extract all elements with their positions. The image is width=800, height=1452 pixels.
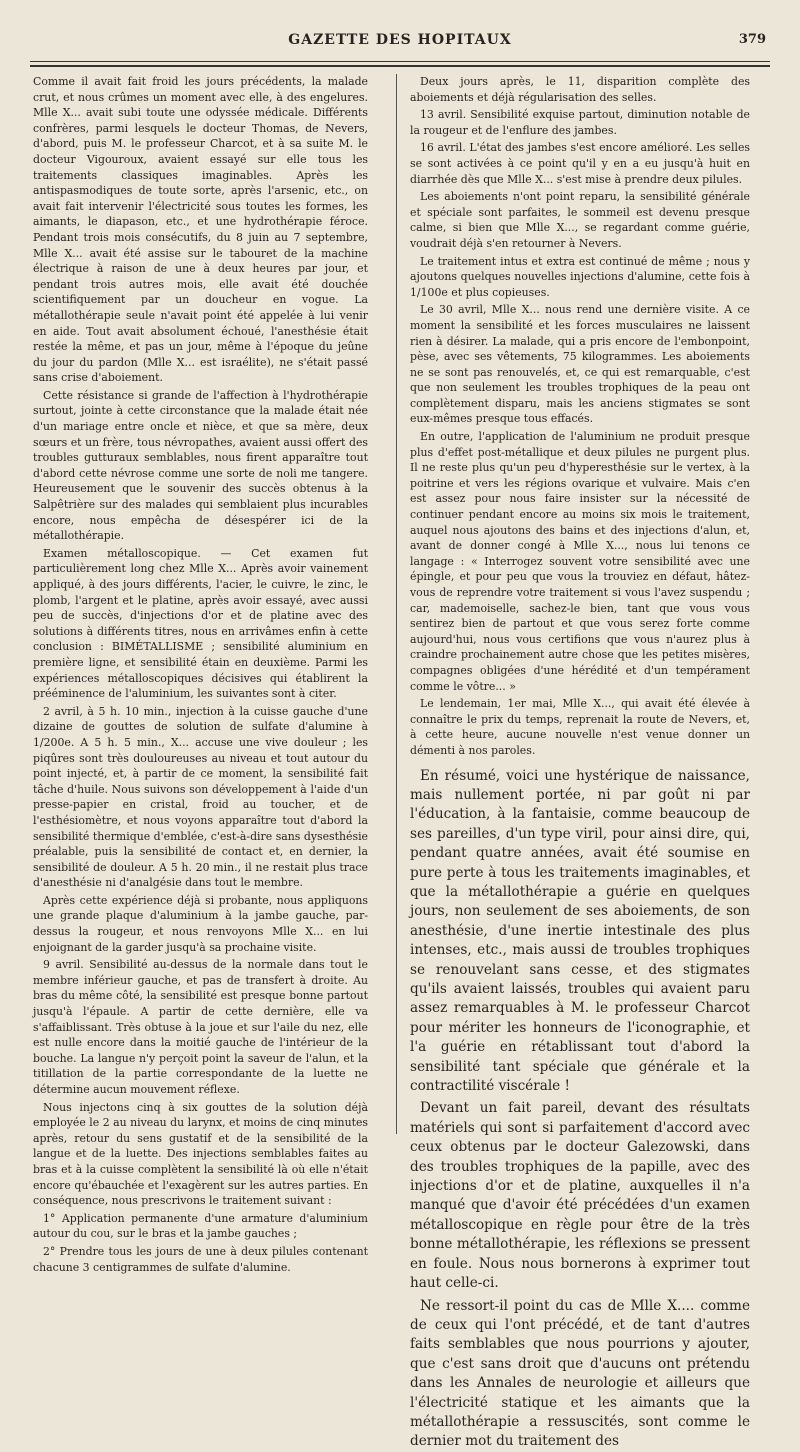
paragraph: En outre, l'application de l'aluminium ne produit presque plus d'effet post-métallique et deux pilules ne purgent plus. Il ne reste plus qu'un peu d'hyperesthésie sur le vertex, à la poitrine et vers les régions ovarique et vulvaire. Mais c'en est assez pour nous faire insister sur la nécessité de continuer pendant encore au moins six mois le traitement, auquel nous ajoutons des bains et des injections d'alun, et, avant de donner congé à Mlle X..., nous lui tenons ce langage : « Interrogez souvent votre sensibilité avec une épingle, et pour peu que vous la trouviez en défaut, hâtez-vous de reprendre votre traitement si vous l'avez suspendu ; car, mademoiselle, sachez-le bien, tant que vous vous sentirez bien de partout et que vous serez forte comme aujourd'hui, nous vous certifions que vous n'aurez plus à craindre prochainement autre chose que les petites misères, compagnes obligées d'une hérédité et d'un tempérament comme le vôtre... » xyxy=(410,430,750,693)
right-column xyxy=(410,74,750,1450)
header-rule-thick xyxy=(30,65,770,67)
paragraph: Le 30 avril, Mlle X... nous rend une dernière visite. A ce moment la sensibilité et les forces musculaires ne laissent rien à désirer. La malade, qui a pris encore de l'embonpoint, pèse, avec ses vêtements, 75 kilogrammes. Les aboiements ne se sont pas renouvelés, et, ce qui est remarquable, c'est que non seulement les troubles trophiques de la peau ont complètement disparu, mais les anciens stigmates se sont eux-mêmes presque tous effacés. xyxy=(410,303,750,426)
paragraph: Examen métalloscopique. — Cet examen fut particulièrement long chez Mlle X... Après avoir vainement appliqué, à des jours différents, l'acier, le cuivre, le zinc, le plomb, l'argent et le platine, après avoir essayé, avec aussi peu de succès, d'injections d'or et de platine avec des solutions à différents titres, nous en arrivâmes enfin à cette conclusion : BIMÉTALLISME ; sensibilité aluminium en première ligne, et sensibilité étain en deuxième. Parmi les expériences métalloscopiques décisives qui établirent la prééminence de l'aluminium, les suivantes sont à citer. xyxy=(33,546,368,701)
paragraph: 9 avril. Sensibilité au-dessus de la normale dans tout le membre inférieur gauche, et pas de transfert à droite. Au bras du même côté, la sensibilité est presque bonne partout jusqu'à l'épaule. A partir de cette dernière, elle va s'affaiblissant. Très obtuse à la joue et sur l'aile du nez, elle est nulle encore dans la moitié gauche de l'intérieur de la bouche. La langue n'y perçoit point la saveur de l'alun, et la titillation de la partie correspondante de la luette ne détermine aucun mouvement réflexe. xyxy=(33,958,368,1096)
page-number: 379 xyxy=(738,32,766,47)
paragraph: 2° Prendre tous les jours de une à deux pilules contenant chacune 3 centigrammes de sulfate d'alumine. xyxy=(33,1244,368,1274)
summary-paragraph: Ne ressort-il point du cas de Mlle X.... comme de ceux qui l'ont précédé, et de tant d'autres faits semblables que nous pourrions y ajouter, que c'est sans droit que d'aucuns ont prétendu dans les Annales de neurologie et ailleurs que l'électricité statique et les aimants que la métallothérapie a ressuscités, sont comme le dernier mot du traitement des xyxy=(410,1297,750,1450)
paragraph: 2 avril, à 5 h. 10 min., injection à la cuisse gauche d'une dizaine de gouttes de solution de sulfate d'alumine à 1/200e. A 5 h. 5 min., X... accuse une vive douleur ; les piqûres sont très douloureuses au niveau et tout autour du point injecté, et, à partir de ce moment, la sensibilité fait tâche d'huile. Nous suivons son développement à l'aide d'un presse-papier en cristal, froid au toucher, et de l'esthésiomètre, et nous voyons apparaître tout d'abord la sensibilité thermique d'emblée, c'est-à-dire sans dysesthésie préalable, puis la sensibilité de contact et, en dernier, la sensibilité de douleur. A 5 h. 20 min., il ne restait plus trace d'anesthésie ni d'analgésie dans tout le membre. xyxy=(33,704,368,890)
page-header xyxy=(30,30,770,52)
column-divider xyxy=(396,74,397,1134)
paragraph: 1° Application permanente d'une armature d'aluminium autour du cou, sur le bras et la jambe gauches ; xyxy=(33,1211,368,1241)
paragraph: Le lendemain, 1er mai, Mlle X..., qui avait été élevée à connaître le prix du temps, reprenait la route de Nevers, et, à cette heure, aucune nouvelle n'est venue donner un démenti à nos paroles. xyxy=(410,697,750,757)
paragraph: Après cette expérience déjà si probante, nous appliquons une grande plaque d'aluminium à la jambe gauche, par-dessus la rougeur, et nous renvoyons Mlle X... en lui enjoignant de la garder jusqu'à sa prochaine visite. xyxy=(33,893,368,954)
paragraph: 13 avril. Sensibilité exquise partout, diminution notable de la rougeur et de l'enflure des jambes. xyxy=(410,108,750,137)
paragraph: 16 avril. L'état des jambes s'est encore amélioré. Les selles se sont activées à ce point qu'il y en a eu jusqu'à huit en diarrhée dès que Mlle X... s'est mise à prendre deux pilules. xyxy=(410,141,750,186)
paragraph: Deux jours après, le 11, disparition complète des aboiements et déjà régularisation des selles. xyxy=(410,75,750,104)
summary-paragraph: En résumé, voici une hystérique de naissance, mais nullement portée, ni par goût ni par l'éducation, à la fantaisie, comme beaucoup de ses pareilles, d'un type viril, pour ainsi dire, qui, pendant quatre années, avait été soumise en pure perte à tous les traitements imaginables, et que la métallothérapie a guérie en quelques jours, non seulement de ses aboiements, de son anesthésie, d'une inertie intestinale des plus intenses, etc., mais aussi de troubles trophiques se renouvelant sans cesse, et des stigmates qu'ils avaient laissés, troubles qui avaient paru assez remarquables à M. le professeur Charcot pour mériter les honneurs de l'iconographie, et l'a guérie en rétablissant tout d'abord la sensibilité tant spéciale que générale et la contractilité viscérale ! xyxy=(410,767,750,1095)
paragraph: Cette résistance si grande de l'affection à l'hydrothérapie surtout, jointe à cette circonstance que la malade était née d'un mariage entre oncle et nièce, et que sa mère, deux sœurs et un frère, tous névropathes, avaient aussi offert des troubles gutturaux semblables, nous firent apparaître tout d'abord cette névrose comme une sorte de noli me tangere. Heureusement que le souvenir des succès obtenus à la Salpêtrière sur des malades qui semblaient plus incurables encore, nous empêcha de désespérer ici de la métallothérapie. xyxy=(33,388,368,543)
header-rule xyxy=(30,61,770,62)
paragraph: Les aboiements n'ont point reparu, la sensibilité générale et spéciale sont parfaites, le sommeil est devenu presque calme, si bien que Mlle X..., se regardant comme guérie, voudrait déjà s'en retourner à Nevers. xyxy=(410,190,750,250)
summary-paragraph: Devant un fait pareil, devant des résultats matériels qui sont si parfaitement d'accord avec ceux obtenus par le docteur Galezowski, dans des troubles trophiques de la papille, avec des injections d'or et de platine, auxquelles il n'a manqué que d'avoir été précédées d'un examen métalloscopique en règle pour être de la très bonne métallothérapie, les réflexions se pressent en foule. Nous nous bornerons à exprimer tout haut celle-ci. xyxy=(410,1100,750,1292)
paragraph: Comme il avait fait froid les jours précédents, la malade crut, et nous crûmes un moment avec elle, à des engelures. Mlle X... avait subi toute une odyssée médicale. Différents confrères, parmi lesquels le docteur Thomas, de Nevers, d'abord, puis M. le professeur Charcot, et à sa suite M. le docteur Vigouroux, avaient essayé sur elle tous les traitements classiques imaginables. Après les antispasmodiques de toute sorte, après l'arsenic, etc., on avait fait intervenir l'électricité sous toutes les formes, les aimants, le diapason, etc., et une hydrothérapie féroce. Pendant trois mois consécutifs, du 8 juin au 7 septembre, Mlle X... avait été assise sur le tabouret de la machine électrique à raison de une à deux heures par jour, et pendant trois autres mois, elle avait été douchée scientifiquement par un doucheur en vogue. La métallothérapie seule n'avait point été appelée à lui venir en aide. Tout avait absolument échoué, l'anesthésie était restée la même, et pas un jour, même à l'époque du jeûne du jour du pardon (Mlle X... est israélite), ne s'était passé sans crise d'aboiement. xyxy=(33,75,368,385)
journal-title: GAZETTE DES HOPITAUX xyxy=(288,32,512,48)
paragraph: Nous injectons cinq à six gouttes de la solution déjà employée le 2 au niveau du larynx, et moins de cinq minutes après, retour du sens gustatif et de la sensibilité de la langue et de la luette. Des injections semblables faites au bras et à la cuisse complètent la sensibilité là où elle n'était encore qu'ébauchée et l'exagèrent sur les autres parties. En conséquence, nous prescrivons le traitement suivant : xyxy=(33,1100,368,1208)
paragraph: Le traitement intus et extra est continué de même ; nous y ajoutons quelques nouvelles injections d'alumine, cette fois à 1/100e et plus copieuses. xyxy=(410,254,750,299)
left-column xyxy=(33,74,368,1274)
